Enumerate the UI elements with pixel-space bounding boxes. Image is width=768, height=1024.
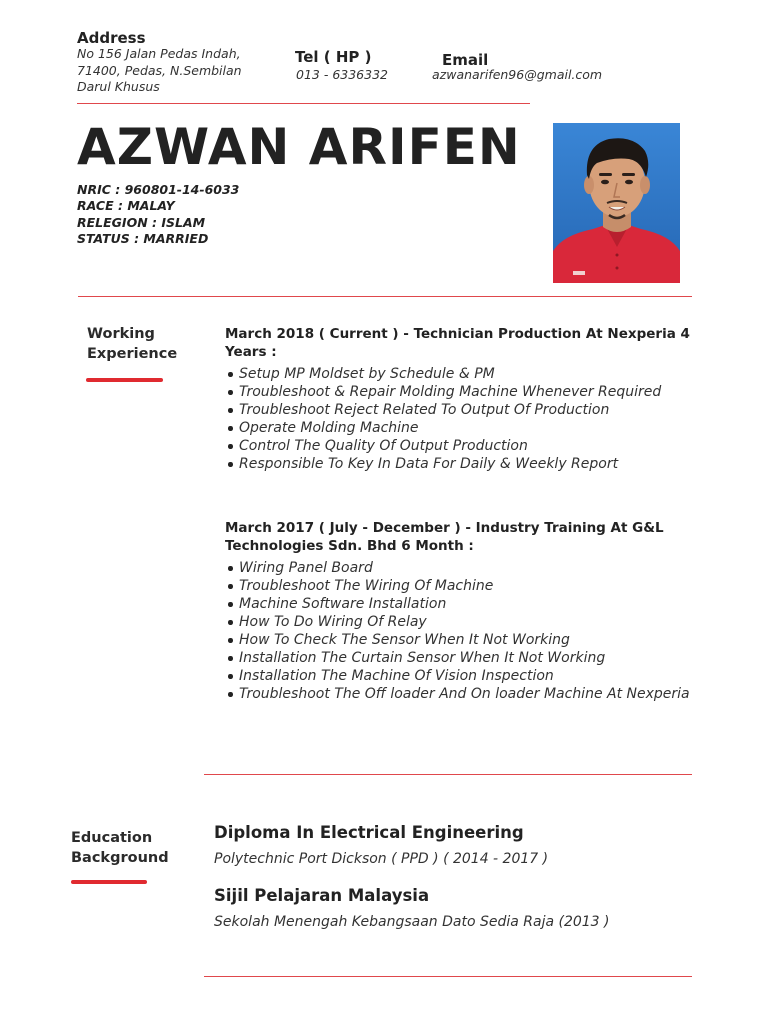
header-divider bbox=[77, 103, 530, 104]
portrait-illustration bbox=[553, 123, 680, 283]
duty-item: Setup MP Moldset by Schedule & PM bbox=[239, 365, 702, 383]
work-divider bbox=[204, 774, 692, 775]
duty-item: How To Do Wiring Of Relay bbox=[239, 613, 702, 631]
address-line: Darul Khusus bbox=[77, 79, 160, 94]
education-school: Polytechnic Port Dickson ( PPD ) ( 2014 - 2017 ) bbox=[214, 851, 549, 867]
work-accent-bar bbox=[86, 378, 163, 382]
email-value: azwanarifen96@gmail.com bbox=[432, 67, 603, 82]
work-title-line: Experience bbox=[87, 346, 178, 362]
duty-item: Responsible To Key In Data For Daily & Weekly Report bbox=[239, 455, 702, 473]
address-line: No 156 Jalan Pedas Indah, bbox=[77, 46, 241, 61]
duty-item: Troubleshoot The Off loader And On loader Machine At Nexperia bbox=[239, 685, 702, 703]
religion-text: RELEGION : ISLAM bbox=[77, 214, 206, 230]
duty-item: Troubleshoot Reject Related To Output Of Production bbox=[239, 401, 702, 419]
profile-photo bbox=[553, 123, 680, 283]
duty-item: How To Check The Sensor When It Not Working bbox=[239, 631, 702, 649]
profile-divider bbox=[78, 296, 692, 297]
education-section-title bbox=[71, 828, 169, 868]
address-block bbox=[77, 46, 242, 96]
tel-label: Tel ( HP ) bbox=[295, 48, 372, 66]
email-label: Email bbox=[442, 51, 489, 69]
duty-item: Troubleshoot & Repair Molding Machine Whenever Required bbox=[239, 383, 702, 401]
job-title: March 2017 ( July - December ) - Industry Training At G&L Technologies Sdn. Bhd 6 Month : bbox=[225, 520, 664, 554]
duty-item: Operate Molding Machine bbox=[239, 419, 702, 437]
duty-item: Installation The Machine Of Vision Inspection bbox=[239, 667, 702, 685]
duty-item: Wiring Panel Board bbox=[239, 559, 702, 577]
duty-item: Control The Quality Of Output Production bbox=[239, 437, 702, 455]
duty-item: Installation The Curtain Sensor When It Not Working bbox=[239, 649, 702, 667]
job-entry bbox=[225, 325, 702, 473]
education-title-line: Background bbox=[71, 850, 169, 866]
tel-value: 013 - 6336332 bbox=[296, 67, 388, 82]
personal-info bbox=[77, 182, 239, 247]
address-label: Address bbox=[77, 29, 146, 47]
duty-item: Machine Software Installation bbox=[239, 595, 702, 613]
education-degree: Diploma In Electrical Engineering bbox=[214, 823, 524, 842]
job-title: March 2018 ( Current ) - Technician Production At Nexperia 4 Years : bbox=[225, 326, 690, 360]
work-title-line: Working bbox=[87, 326, 155, 342]
duty-list bbox=[225, 365, 702, 473]
status-text: STATUS : MARRIED bbox=[77, 230, 209, 246]
race-text: RACE : MALAY bbox=[77, 198, 175, 214]
duty-list bbox=[225, 559, 702, 703]
work-section-title bbox=[87, 324, 177, 364]
education-accent-bar bbox=[71, 880, 147, 884]
job-entry bbox=[225, 519, 702, 703]
address-line: 71400, Pedas, N.Sembilan bbox=[77, 62, 242, 78]
duty-item: Troubleshoot The Wiring Of Machine bbox=[239, 577, 702, 595]
education-degree: Sijil Pelajaran Malaysia bbox=[214, 886, 430, 905]
education-title-line: Education bbox=[71, 830, 153, 846]
full-name: AZWAN ARIFEN bbox=[77, 118, 521, 176]
nric-text: NRIC : 960801-14-6033 bbox=[77, 182, 240, 197]
education-divider bbox=[204, 976, 692, 977]
education-school: Sekolah Menengah Kebangsaan Dato Sedia Raja (2013 ) bbox=[214, 914, 610, 930]
